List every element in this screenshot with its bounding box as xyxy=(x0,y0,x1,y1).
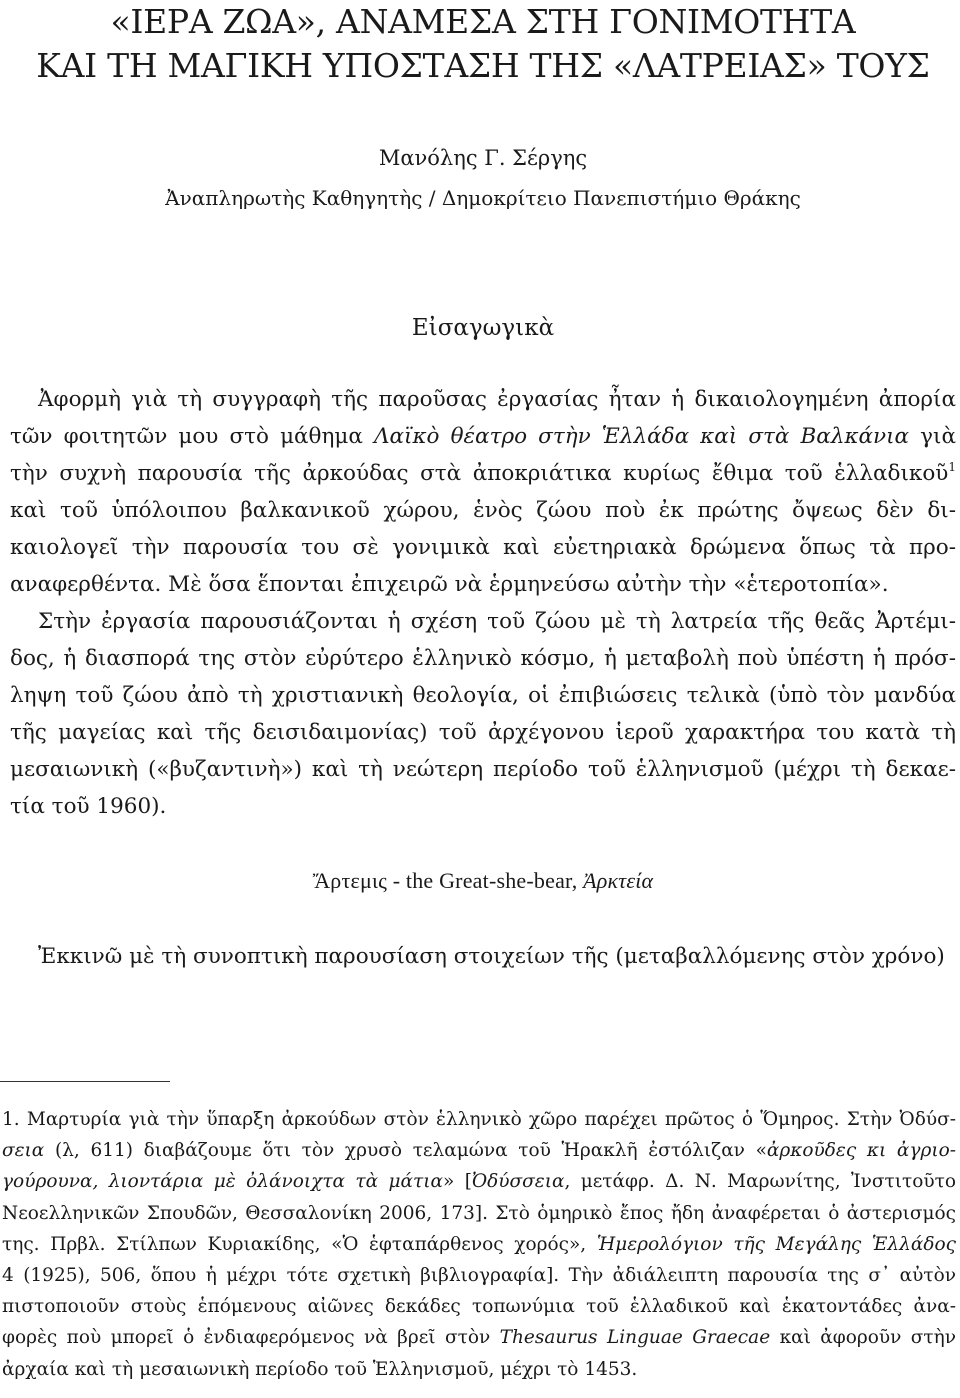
paragraph-line: μεσαιωνικὴ («βυζαντινὴ») καὶ τὴ νεώτερη περίοδο τοῦ ἑλληνισμοῦ (μέχρι τὴ δεκαε- xyxy=(10,757,956,782)
paragraph-line: τὴν συχνὴ παρουσία τῆς ἀρκούδας στὰ ἀποκριάτικα κυρίως ἔθιμα τοῦ ἑλλαδικοῦ$^1$ xyxy=(10,459,956,486)
author-name: Μανόλης Γ. Σέργης xyxy=(378,146,588,170)
footnote-1 xyxy=(2,1104,956,1385)
subsection-heading-italic: Ἀρκτεία xyxy=(583,868,654,893)
paragraph-line: ληψη τοῦ ζώου ἀπὸ τὴ χριστιανικὴ θεολογία, οἱ ἐπιβιώσεις τελικὰ (ὑπὸ τὸν μανδύα xyxy=(10,683,956,708)
paragraph-line: δος, ἡ διασπορά της στὸν εὐρύτερο ἑλληνικὸ κόσμο, ἡ μεταβολὴ ποὺ ὑπέστη ἡ πρόσ- xyxy=(10,646,956,671)
thesaurus-title: Thesaurus Linguae Graecae xyxy=(499,1327,771,1349)
footnote-line: της. Πρβλ. Στίλπων Κυριακίδης, «Ὁ ἑφταπάρθενος χορός», Ἡμερολόγιον τῆς Μεγάλης Ἑλλάδος xyxy=(2,1233,957,1255)
paragraph-line: τία τοῦ 1960). xyxy=(10,794,167,819)
footnote-line: 1. Μαρτυρία γιὰ τὴν ὕπαρξη ἀρκούδων στὸν ἑλληνικὸ χῶρο παρέχει πρῶτος ὁ Ὅμηρος. Στὴν Ὀδύσ- xyxy=(2,1109,956,1130)
section-heading: Εἰσαγωγικὰ xyxy=(411,315,555,341)
footnote-line: γούρουνα, λιοντάρια μὲ ὀλάνοιχτα τὰ μάτια» [Ὀδύσσεια, μετάφρ. Δ. Ν. Μαρωνίτης, Ἰνστιτοῦτο xyxy=(2,1171,957,1193)
paragraph-line: αναφερθέντα. Μὲ ὅσα ἕπονται ἐπιχειρῶ νὰ ἑρμηνεύσω αὐτὴν τὴν «ἑτεροτοπία». xyxy=(10,572,889,597)
course-title: Λαϊκὸ θέατρο στὴν Ἑλλάδα καὶ στὰ Βαλκάνια xyxy=(373,424,910,449)
paragraph-line: τῆς μαγείας καὶ τῆς δεισιδαιμονίας) τοῦ ἀρχέγονου ἱεροῦ χαρακτήρα του κατὰ τὴ xyxy=(10,720,956,745)
continuation-line: Ἐκκινῶ μὲ τὴ συνοπτικὴ παρουσίαση στοιχείων τῆς (μεταβαλλόμενης στὸν χρόνο) xyxy=(38,944,945,969)
article-title-line-1: «ΙΕΡΑ ΖΩΑ», ΑΝΑΜΕΣΑ ΣΤΗ ΓΟΝΙΜΟΤΗΤΑ xyxy=(110,2,856,41)
paragraph-2 xyxy=(10,603,956,825)
body-text xyxy=(10,381,956,825)
paragraph-line: τῶν φοιτητῶν μου στὸ μάθημα Λαϊκὸ θέατρο στὴν Ἑλλάδα καὶ στὰ Βαλκάνια γιὰ xyxy=(10,424,956,449)
subsection-heading: Ἄρτεμις - the Great-she-bear, Ἀρκτεία xyxy=(312,868,654,893)
article-title-line-2: ΚΑΙ ΤΗ ΜΑΓΙΚΗ ΥΠΟΣΤΑΣΗ ΤΗΣ «ΛΑΤΡΕΙΑΣ» ΤΟΥΣ xyxy=(36,46,930,85)
footnote-line: σεια (λ, 611) διαβάζουμε ὅτι τὸν χρυσὸ τελαμώνα τοῦ Ἡρακλῆ ἐστόλιζαν «ἀρκοῦδες κι ἀγριο- xyxy=(2,1140,956,1162)
paragraph-line: Ἀφορμὴ γιὰ τὴ συγγραφὴ τῆς παροῦσας ἐργασίας ἦταν ἡ δικαιολογημένη ἀπορία xyxy=(38,387,956,412)
paragraph-line: καὶ τοῦ ὑπόλοιπου βαλκανικοῦ χώρου, ἑνὸς ζώου ποὺ ἐκ πρώτης ὄψεως δὲν δι- xyxy=(10,498,956,523)
paragraph-line: καιολογεῖ τὴν παρουσία του σὲ γονιμικὰ καὶ εὐετηριακὰ δρώμενα ὅπως τὰ προ- xyxy=(10,535,956,560)
footnote-marker[interactable]: 1 xyxy=(948,459,956,474)
footnote-line: 4 (1925), 506, ὅπου ἡ μέχρι τότε σχετικὴ βιβλιογραφία]. Τὴν ἀδιάλειπτη παρουσία της σ᾽ αὐτὸν xyxy=(2,1265,956,1287)
footnote-line: πιστοποιοῦν στοὺς ἑπόμενους αἰῶνες δεκάδες τοπωνύμια τοῦ ἑλλαδικοῦ καὶ ἑκατοντάδες ἀνα- xyxy=(2,1296,956,1318)
article-title xyxy=(10,0,956,88)
paragraph-line: Στὴν ἐργασία παρουσιάζονται ἡ σχέση τοῦ ζώου μὲ τὴ λατρεία τῆς θεᾶς Ἀρτέμι- xyxy=(38,609,956,634)
paragraph-1 xyxy=(10,381,956,603)
footnote-line: ἀρχαία καὶ τὴ μεσαιωνικὴ περίοδο τοῦ Ἑλληνισμοῦ, μέχρι τὸ 1453. xyxy=(2,1358,638,1380)
footnote-divider xyxy=(0,1081,170,1082)
footnote-line: Νεοελληνικῶν Σπουδῶν, Θεσσαλονίκη 2006, 173]. Στὸ ὁμηρικὸ ἔπος ἤδη ἀναφέρεται ὁ ἀστερισμός xyxy=(2,1202,956,1224)
footnote-line: φορὲς ποὺ μπορεῖ ὁ ἐνδιαφερόμενος νὰ βρεῖ στὸν Thesaurus Linguae Graecae καὶ ἀφοροῦν στὴν xyxy=(2,1327,956,1349)
author-affiliation: Ἀναπληρωτὴς Καθηγητὴς / Δημοκρίτειο Πανεπιστήμιο Θράκης xyxy=(165,186,801,210)
